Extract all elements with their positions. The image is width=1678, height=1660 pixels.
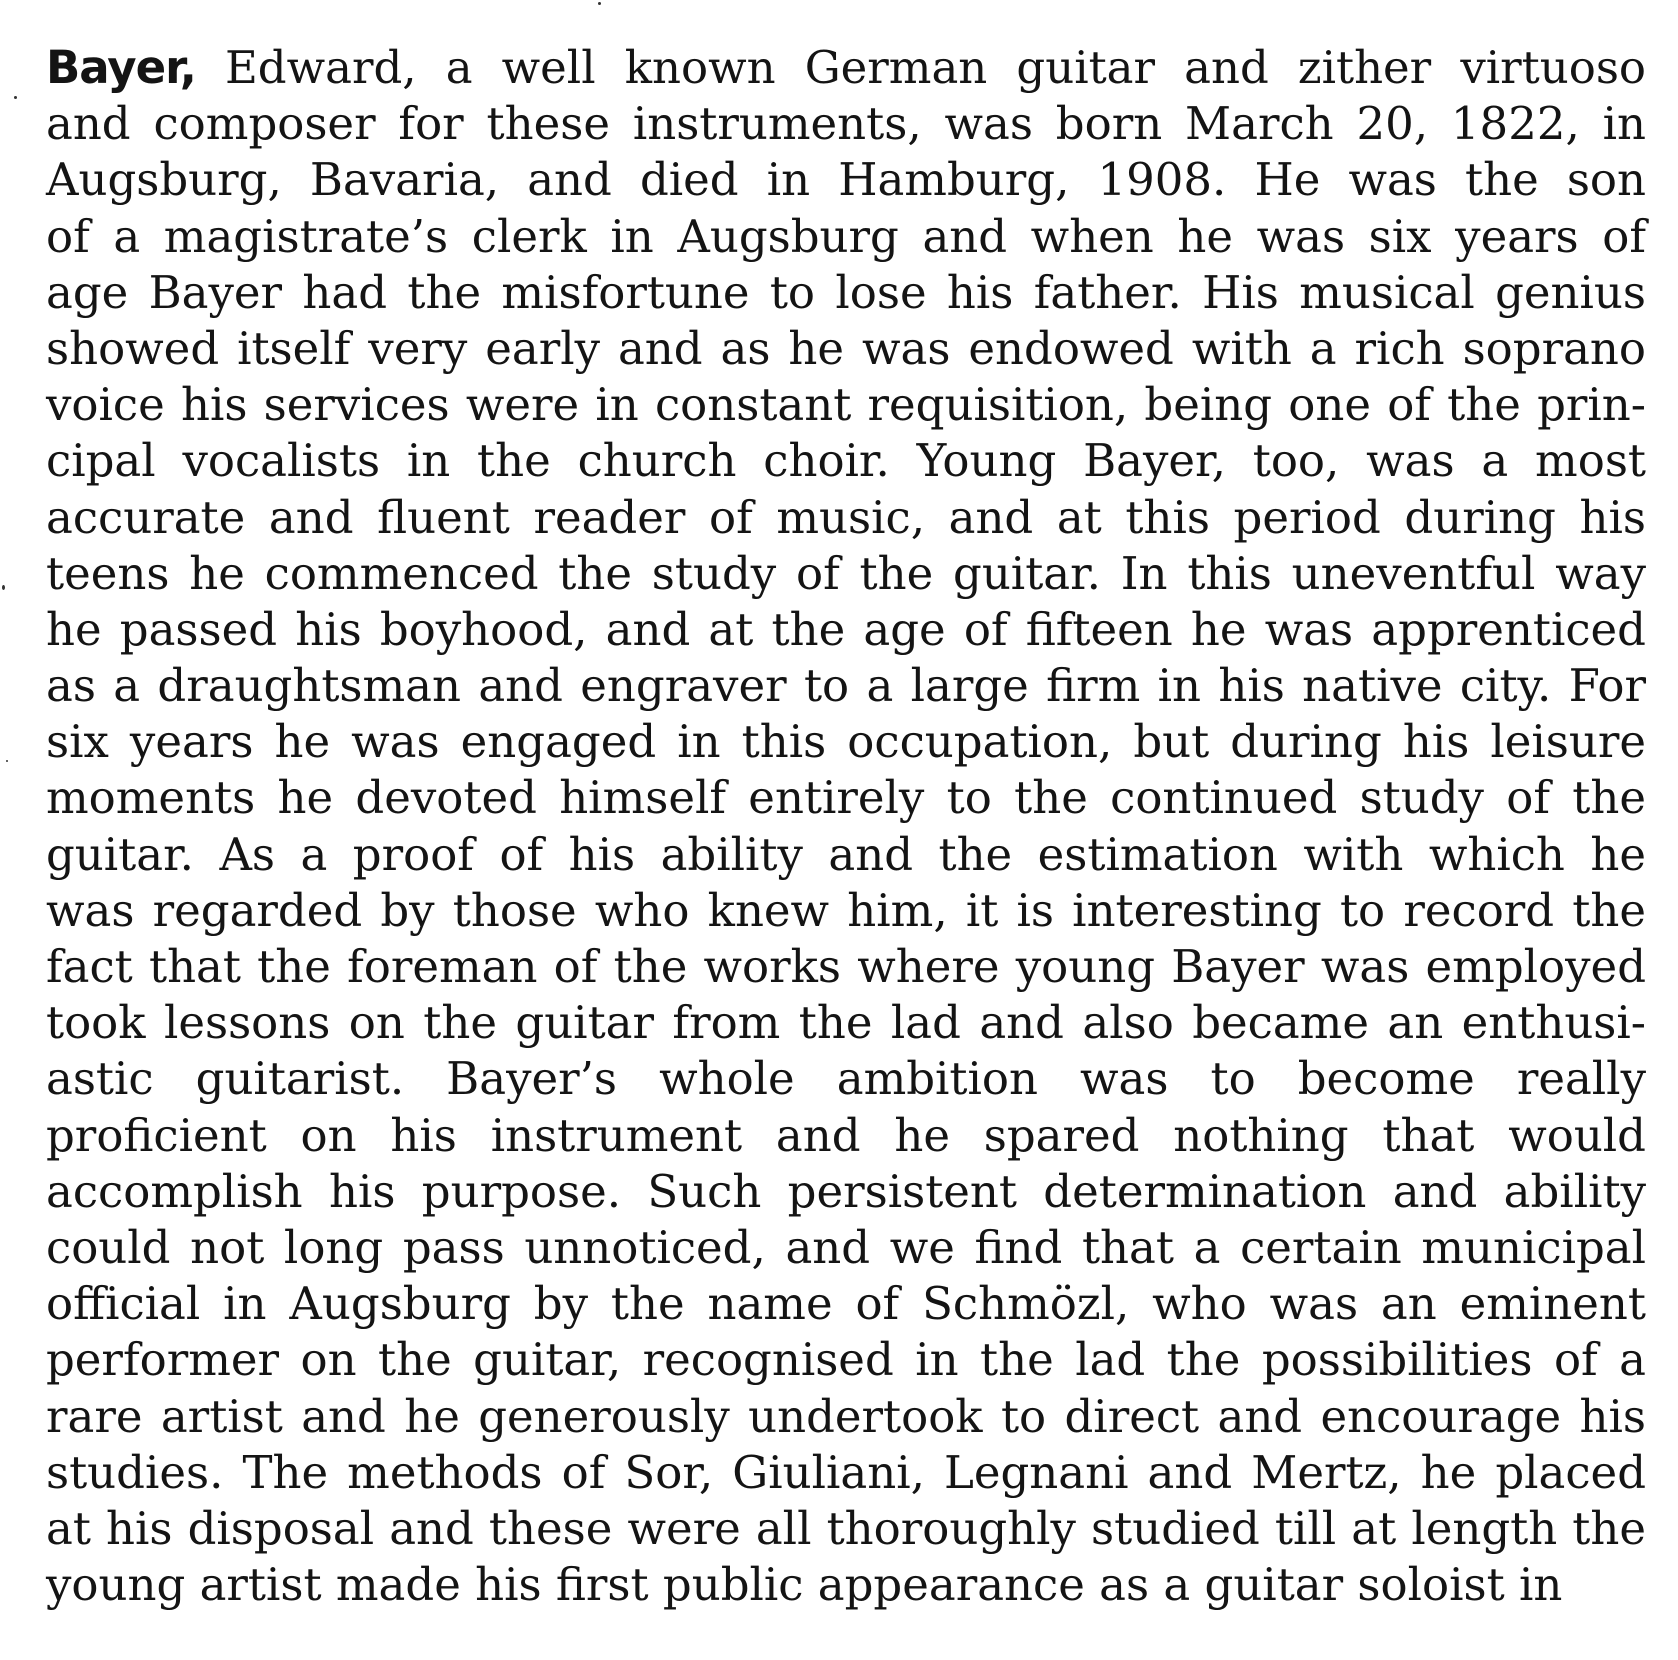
- text-line: fact that the foreman of the works where young Bayer was employed: [46, 940, 1646, 993]
- text-line-content: Edward, a well known German guitar and zither virtuoso: [195, 41, 1646, 94]
- text-line: proficient on his instrument and he spared nothing that would: [46, 1108, 1646, 1162]
- text-line: Augsburg, Bavaria, and died in Hamburg, 1908. He was the son: [46, 153, 1646, 207]
- scan-speck: [6, 760, 8, 762]
- text-line: showed itself very early and as he was endowed with a rich soprano: [46, 321, 1646, 375]
- article-text: [46, 40, 1646, 1613]
- text-line: studies. The methods of Sor, Giuliani, Legnani and Mertz, he placed: [46, 1445, 1646, 1499]
- text-line: performer on the guitar, recognised in the lad the possibilities of a: [46, 1333, 1646, 1387]
- text-line: teens he commenced the study of the guitar. In this uneventful way: [46, 546, 1646, 600]
- text-line: cipal vocalists in the church choir. Young Bayer, too, was a most: [46, 434, 1646, 488]
- scan-speck: [14, 96, 17, 99]
- text-line: moments he devoted himself entirely to the continued study of the: [46, 771, 1646, 825]
- text-line: [46, 40, 1646, 96]
- scan-speck: [2, 585, 5, 590]
- text-line: rare artist and he generously undertook to direct and encourage his: [46, 1389, 1646, 1443]
- text-line: voice his services were in constant requisition, being one of the prin-: [46, 378, 1646, 432]
- text-line: young artist made his first public appearance as a guitar soloist in: [46, 1558, 1563, 1612]
- text-line: could not long pass unnoticed, and we find that a certain municipal: [46, 1220, 1646, 1274]
- text-line: was regarded by those who knew him, it is interesting to record the: [46, 883, 1646, 937]
- text-line: at his disposal and these were all thoroughly studied till at length the: [46, 1501, 1646, 1555]
- text-line: took lessons on the guitar from the lad and also became an enthusi-: [46, 996, 1646, 1050]
- text-line: he passed his boyhood, and at the age of fifteen he was apprenticed: [46, 602, 1646, 656]
- lead-word: Bayer,: [46, 41, 196, 94]
- text-line: six years he was engaged in this occupation, but during his leisure: [46, 715, 1646, 769]
- text-line: of a magistrate’s clerk in Augsburg and when he was six years of: [46, 209, 1646, 263]
- text-line: official in Augsburg by the name of Schmözl, who was an eminent: [46, 1277, 1646, 1331]
- text-line: accurate and fluent reader of music, and at this period during his: [46, 490, 1646, 544]
- text-line: guitar. As a proof of his ability and the estimation with which he: [46, 827, 1646, 881]
- text-line: age Bayer had the misfortune to lose his father. His musical genius: [46, 265, 1646, 319]
- text-line: and composer for these instruments, was born March 20, 1822, in: [46, 97, 1646, 151]
- text-line: accomplish his purpose. Such persistent determination and ability: [46, 1164, 1646, 1218]
- scan-speck: [598, 2, 601, 5]
- text-line: as a draughtsman and engraver to a large firm in his native city. For: [46, 659, 1646, 713]
- text-line: astic guitarist. Bayer’s whole ambition was to become really: [46, 1052, 1646, 1106]
